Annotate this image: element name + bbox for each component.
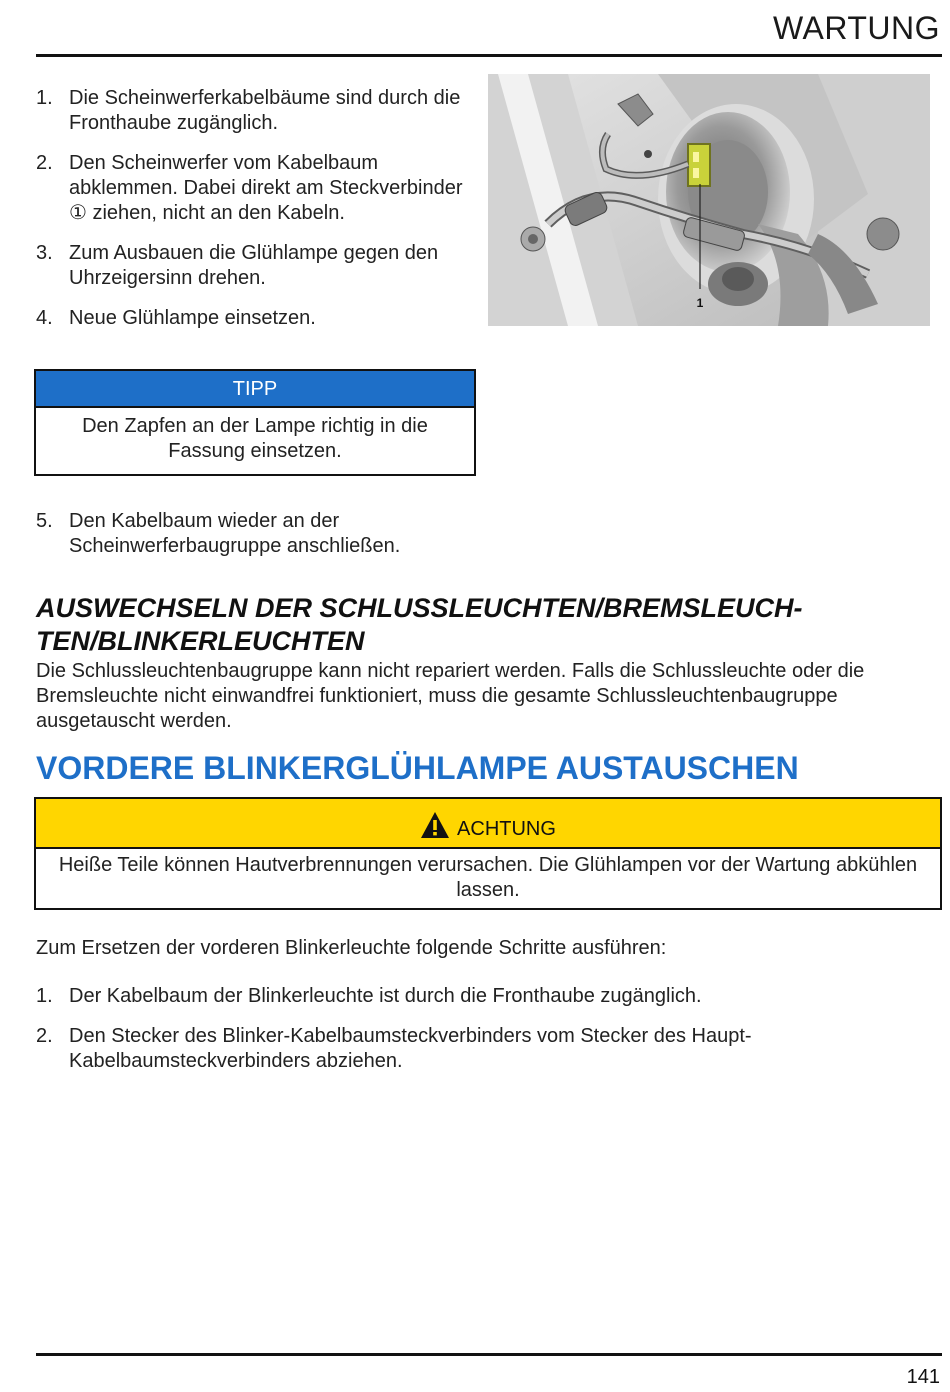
list-item bbox=[36, 241, 481, 291]
list-item bbox=[36, 1024, 916, 1074]
headlamp-steps bbox=[36, 86, 481, 346]
taillight-section-paragraph: Die Schlussleuchtenbaugruppe kann nicht repariert werden. Falls die Schlussleuchte oder die Bremsleuchte nicht einwandfrei funktioniert, muss die gesamte Schlussleuchtenbaugruppe ausgetauscht werden. bbox=[36, 660, 865, 732]
list-item bbox=[36, 984, 916, 1009]
step-number: 5. bbox=[36, 510, 53, 532]
step-number: 3. bbox=[36, 242, 53, 264]
footer-rule bbox=[36, 1353, 942, 1356]
tip-title: TIPP bbox=[36, 371, 474, 408]
blinker-intro: Zum Ersetzen der vorderen Blinkerleuchte folgende Schritte ausführen: bbox=[36, 937, 667, 959]
step-text: Den Stecker des Blinker-Kabelbaumsteckverbinders vom Stecker des Haupt-Kabelbaumsteckverbinders abziehen. bbox=[69, 1025, 752, 1072]
caution-box bbox=[34, 797, 942, 910]
list-item bbox=[36, 509, 481, 559]
step-number: 1. bbox=[36, 87, 53, 109]
list-item bbox=[36, 306, 481, 331]
headlamp-steps-continued bbox=[36, 509, 481, 574]
tip-box bbox=[34, 369, 476, 476]
step-text: Neue Glühlampe einsetzen. bbox=[69, 307, 316, 329]
step-text: Der Kabelbaum der Blinkerleuchte ist durch die Fronthaube zugänglich. bbox=[69, 985, 702, 1007]
step-text: Zum Ausbauen die Glühlampe gegen den Uhrzeigersinn drehen. bbox=[69, 242, 439, 289]
headlamp-connector-photo bbox=[488, 74, 930, 326]
step-text: Den Scheinwerfer vom Kabelbaum abklemmen. Dabei direkt am Steckverbinder ① ziehen, nicht an den Kabeln. bbox=[69, 152, 463, 224]
caution-title: ACHTUNG bbox=[457, 818, 556, 840]
figure-callout: 1 bbox=[696, 296, 704, 310]
caution-header bbox=[36, 799, 940, 849]
list-item bbox=[36, 151, 481, 226]
step-text: Die Scheinwerferkabelbäume sind durch die Fronthaube zugänglich. bbox=[69, 87, 461, 134]
tip-text: Den Zapfen an der Lampe richtig in die Fassung einsetzen. bbox=[82, 415, 428, 462]
taillight-section-heading: AUSWECHSELN DER SCHLUSSLEUCHTEN/BREMSLEUCH-TEN/BLINKERLEUCHTEN bbox=[36, 593, 803, 656]
blinker-steps bbox=[36, 984, 916, 1089]
page-header-title: WARTUNG bbox=[772, 10, 940, 46]
step-number: 2. bbox=[36, 152, 53, 174]
step-text: Den Kabelbaum wieder an der Scheinwerferbaugruppe anschließen. bbox=[69, 510, 401, 557]
step-number: 1. bbox=[36, 985, 53, 1007]
header-rule bbox=[36, 54, 942, 57]
caution-text: Heiße Teile können Hautverbrennungen verursachen. Die Glühlampen vor der Wartung abkühlen lassen. bbox=[58, 854, 918, 901]
page-number: 141 bbox=[906, 1366, 940, 1388]
step-number: 4. bbox=[36, 307, 53, 329]
list-item bbox=[36, 86, 481, 136]
blinker-section-heading: VORDERE BLINKERGLÜHLAMPE AUSTAUSCHEN bbox=[36, 750, 799, 786]
warning-triangle-icon bbox=[420, 811, 450, 839]
step-number: 2. bbox=[36, 1025, 53, 1047]
